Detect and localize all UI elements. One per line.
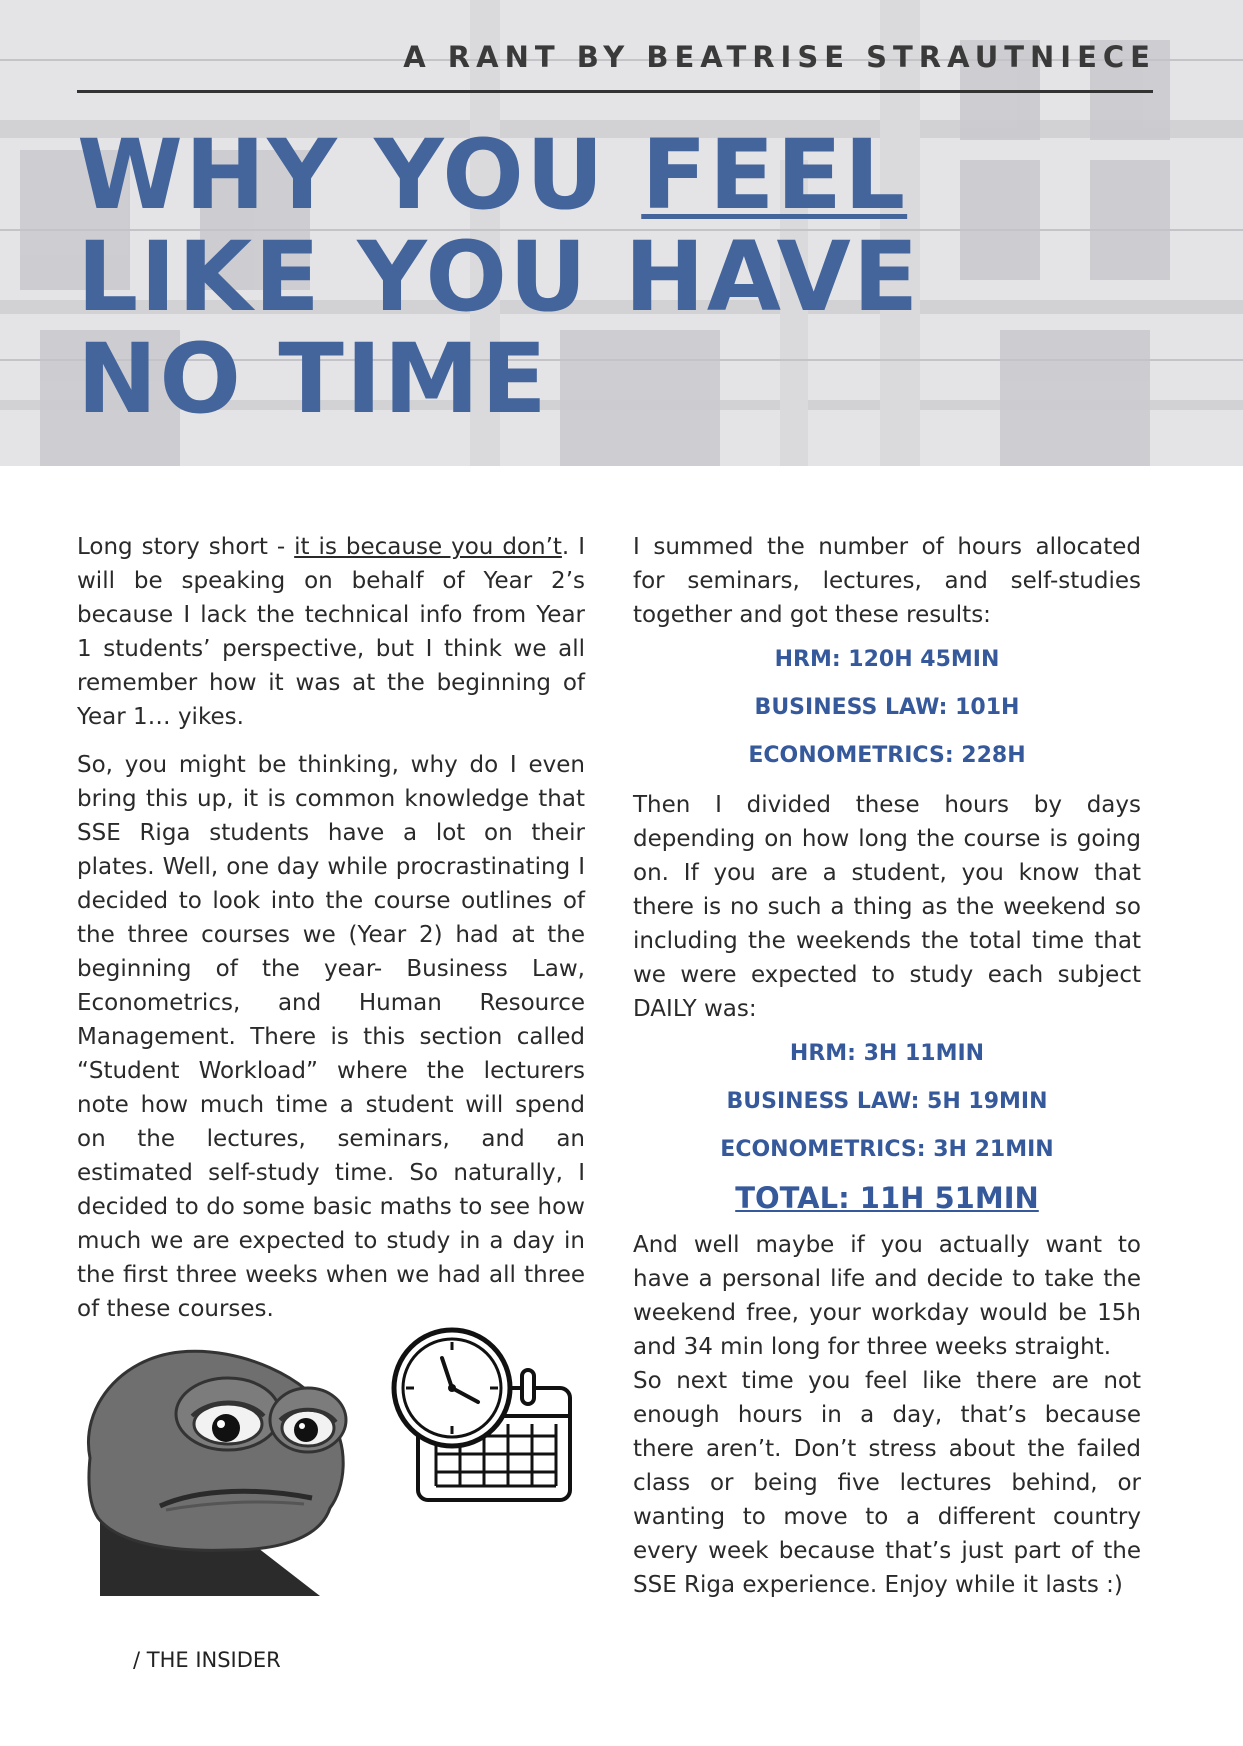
intro-lead-text: Long story short -: [77, 534, 295, 560]
total-hours-business-law: BUSINESS LAW: 101H: [754, 695, 1020, 720]
right-column: [633, 530, 1141, 1602]
daily-hours-econometrics: ECONOMETRICS: 3H 21MIN: [720, 1137, 1054, 1162]
sad-frog-icon: [80, 1338, 360, 1598]
paragraph-intro: [77, 530, 585, 734]
title-underlined-word: FEEL: [641, 119, 908, 231]
daily-total: TOTAL: 11H 51MIN: [735, 1181, 1039, 1215]
clock-calendar-icon: [390, 1326, 580, 1506]
intro-rest-text: . I will be speaking on behalf of Year 2’s because I lack the technical info from Year 1 students’ perspective, but I think we all remember how it was at the beginning of Year 1… yikes.: [77, 534, 586, 730]
paragraph-daily-intro: Then I divided these hours by days depending on how long the course is going on. If you are a student, you know that there is no such a thing as the weekend so including the weekends the total time that we were expected to study each subject DAILY was:: [633, 792, 1141, 1022]
title-line-3: NO TIME: [77, 323, 549, 435]
daily-hours-hrm: HRM: 3H 11MIN: [789, 1041, 985, 1066]
title-line-2: LIKE YOU HAVE: [77, 221, 921, 333]
page-title: [77, 119, 921, 435]
total-hours-hrm: HRM: 120H 45MIN: [774, 647, 1000, 672]
author-byline: A RANT BY BEATRISE STRAUTNIECE: [403, 40, 1156, 74]
paragraph-summary-intro: I summed the number of hours allocated for seminars, lectures, and self-studies together and got these results:: [633, 534, 1141, 628]
paragraph-body: So, you might be thinking, why do I even bring this up, it is common knowledge that SSE Riga students have a lot on their plates. Well, one day while procrastinating I decided to look into the course outlines of the three courses we (Year 2) had at the beginning of the year- Business Law, Econometrics, and Human Resource Management. There is this section called “Student Workload” where the lecturers note how much time a student will spend on the lectures, seminars, and an estimated self-study time. So naturally, I decided to do some basic maths to see how much we are expected to study in a day in the first three weeks when we had all three of these courses.: [77, 752, 585, 1322]
left-column: [77, 530, 585, 1340]
paragraph-weekend: And well maybe if you actually want to have a personal life and decide to take the weekend free, your workday would be 15h and 34 min long for three weeks straight.: [633, 1232, 1141, 1360]
daily-hours-business-law: BUSINESS LAW: 5H 19MIN: [726, 1089, 1048, 1114]
intro-underlined-text: it is because you don’t: [294, 534, 562, 560]
hero-header: [0, 0, 1243, 466]
footer-publication-label: / THE INSIDER: [133, 1648, 281, 1672]
paragraph-conclusion: So next time you feel like there are not enough hours in a day, that’s because there aren’t. Don’t stress about the failed class or being five lectures behind, or wanting to move to a different country every week because that’s just part of the SSE Riga experience. Enjoy while it lasts :): [633, 1368, 1141, 1598]
total-hours-econometrics: ECONOMETRICS: 228H: [748, 743, 1026, 768]
header-divider: [77, 90, 1153, 93]
title-prefix: WHY YOU: [77, 119, 642, 231]
